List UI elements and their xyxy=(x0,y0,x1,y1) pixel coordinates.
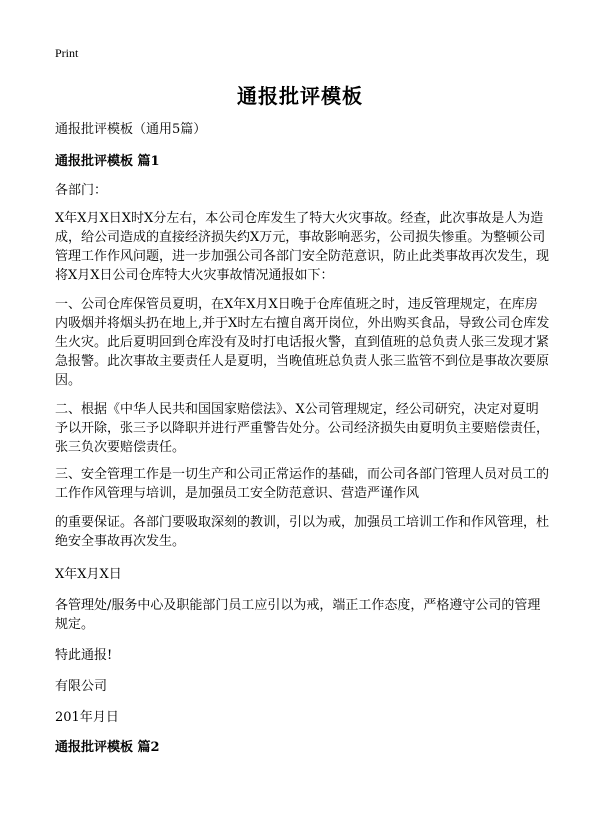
section-heading-1: 通报批评模板 篇1 xyxy=(55,154,160,169)
closing-line: 特此通报! xyxy=(55,648,113,663)
paragraph-6: 各管理处/服务中心及职能部门员工应引以为戒，端正工作态度，严格遵守公司的管理规定。 xyxy=(55,598,541,632)
section-heading-2: 通报批评模板 篇2 xyxy=(55,740,160,755)
paragraph-3: 二、根据《中华人民共和国国家赔偿法》、X公司管理规定，经公司研究，决定对夏明予以开除，张三予以降职并进行严重警告处分。公司经济损失由夏明负主要赔偿责任，张三负次要赔偿责任。 xyxy=(55,402,550,455)
date-line: X年X月X日 xyxy=(55,567,122,582)
page-title: 通报批评模板 xyxy=(237,84,363,108)
company-name: 有限公司 xyxy=(55,679,108,694)
signature-date: 201年月日 xyxy=(55,710,119,725)
paragraph-2: 一、公司仓库保管员夏明，在X年X月X日晚于仓库值班之时，违反管理规定，在库房内吸烟并将烟头扔在地上,并于X时左右擅自离开岗位，外出购买食品，导致公司仓库发生火灾。此后夏明回到仓库没有及时打电话报火警，直到值班的总负责人张三发现才紧急报警。此次事故主要责任人是夏明，当晚值班总负责人张三监管不到位是事故次要原因。 xyxy=(55,297,550,388)
subtitle: 通报批评模板（通用5篇） xyxy=(55,122,207,137)
paragraph-1: X年X月X日X时X分左右，本公司仓库发生了特大火灾事故。经查，此次事故是人为造成，给公司造成的直接经济损失约X万元，事故影响恶劣，公司损失惨重。为整顿公司管理工作作风问题，进一步加强公司各部门安全防范意识，防止此类事故再次发生，现将X月X日公司仓库特大火灾事故情况通报如下： xyxy=(55,211,550,283)
paragraph-4: 三、安全管理工作是一切生产和公司正常运作的基础，而公司各部门管理人员对员工的工作作风管理与培训，是加强员工安全防范意识、营造严谨作风 xyxy=(55,467,550,501)
print-label: Print xyxy=(55,46,79,60)
paragraph-5: 的重要保证。各部门要吸取深刻的教训，引以为戒，加强员工培训工作和作风管理，杜绝安全事故再次发生。 xyxy=(55,515,550,549)
salutation: 各部门： xyxy=(55,183,108,198)
